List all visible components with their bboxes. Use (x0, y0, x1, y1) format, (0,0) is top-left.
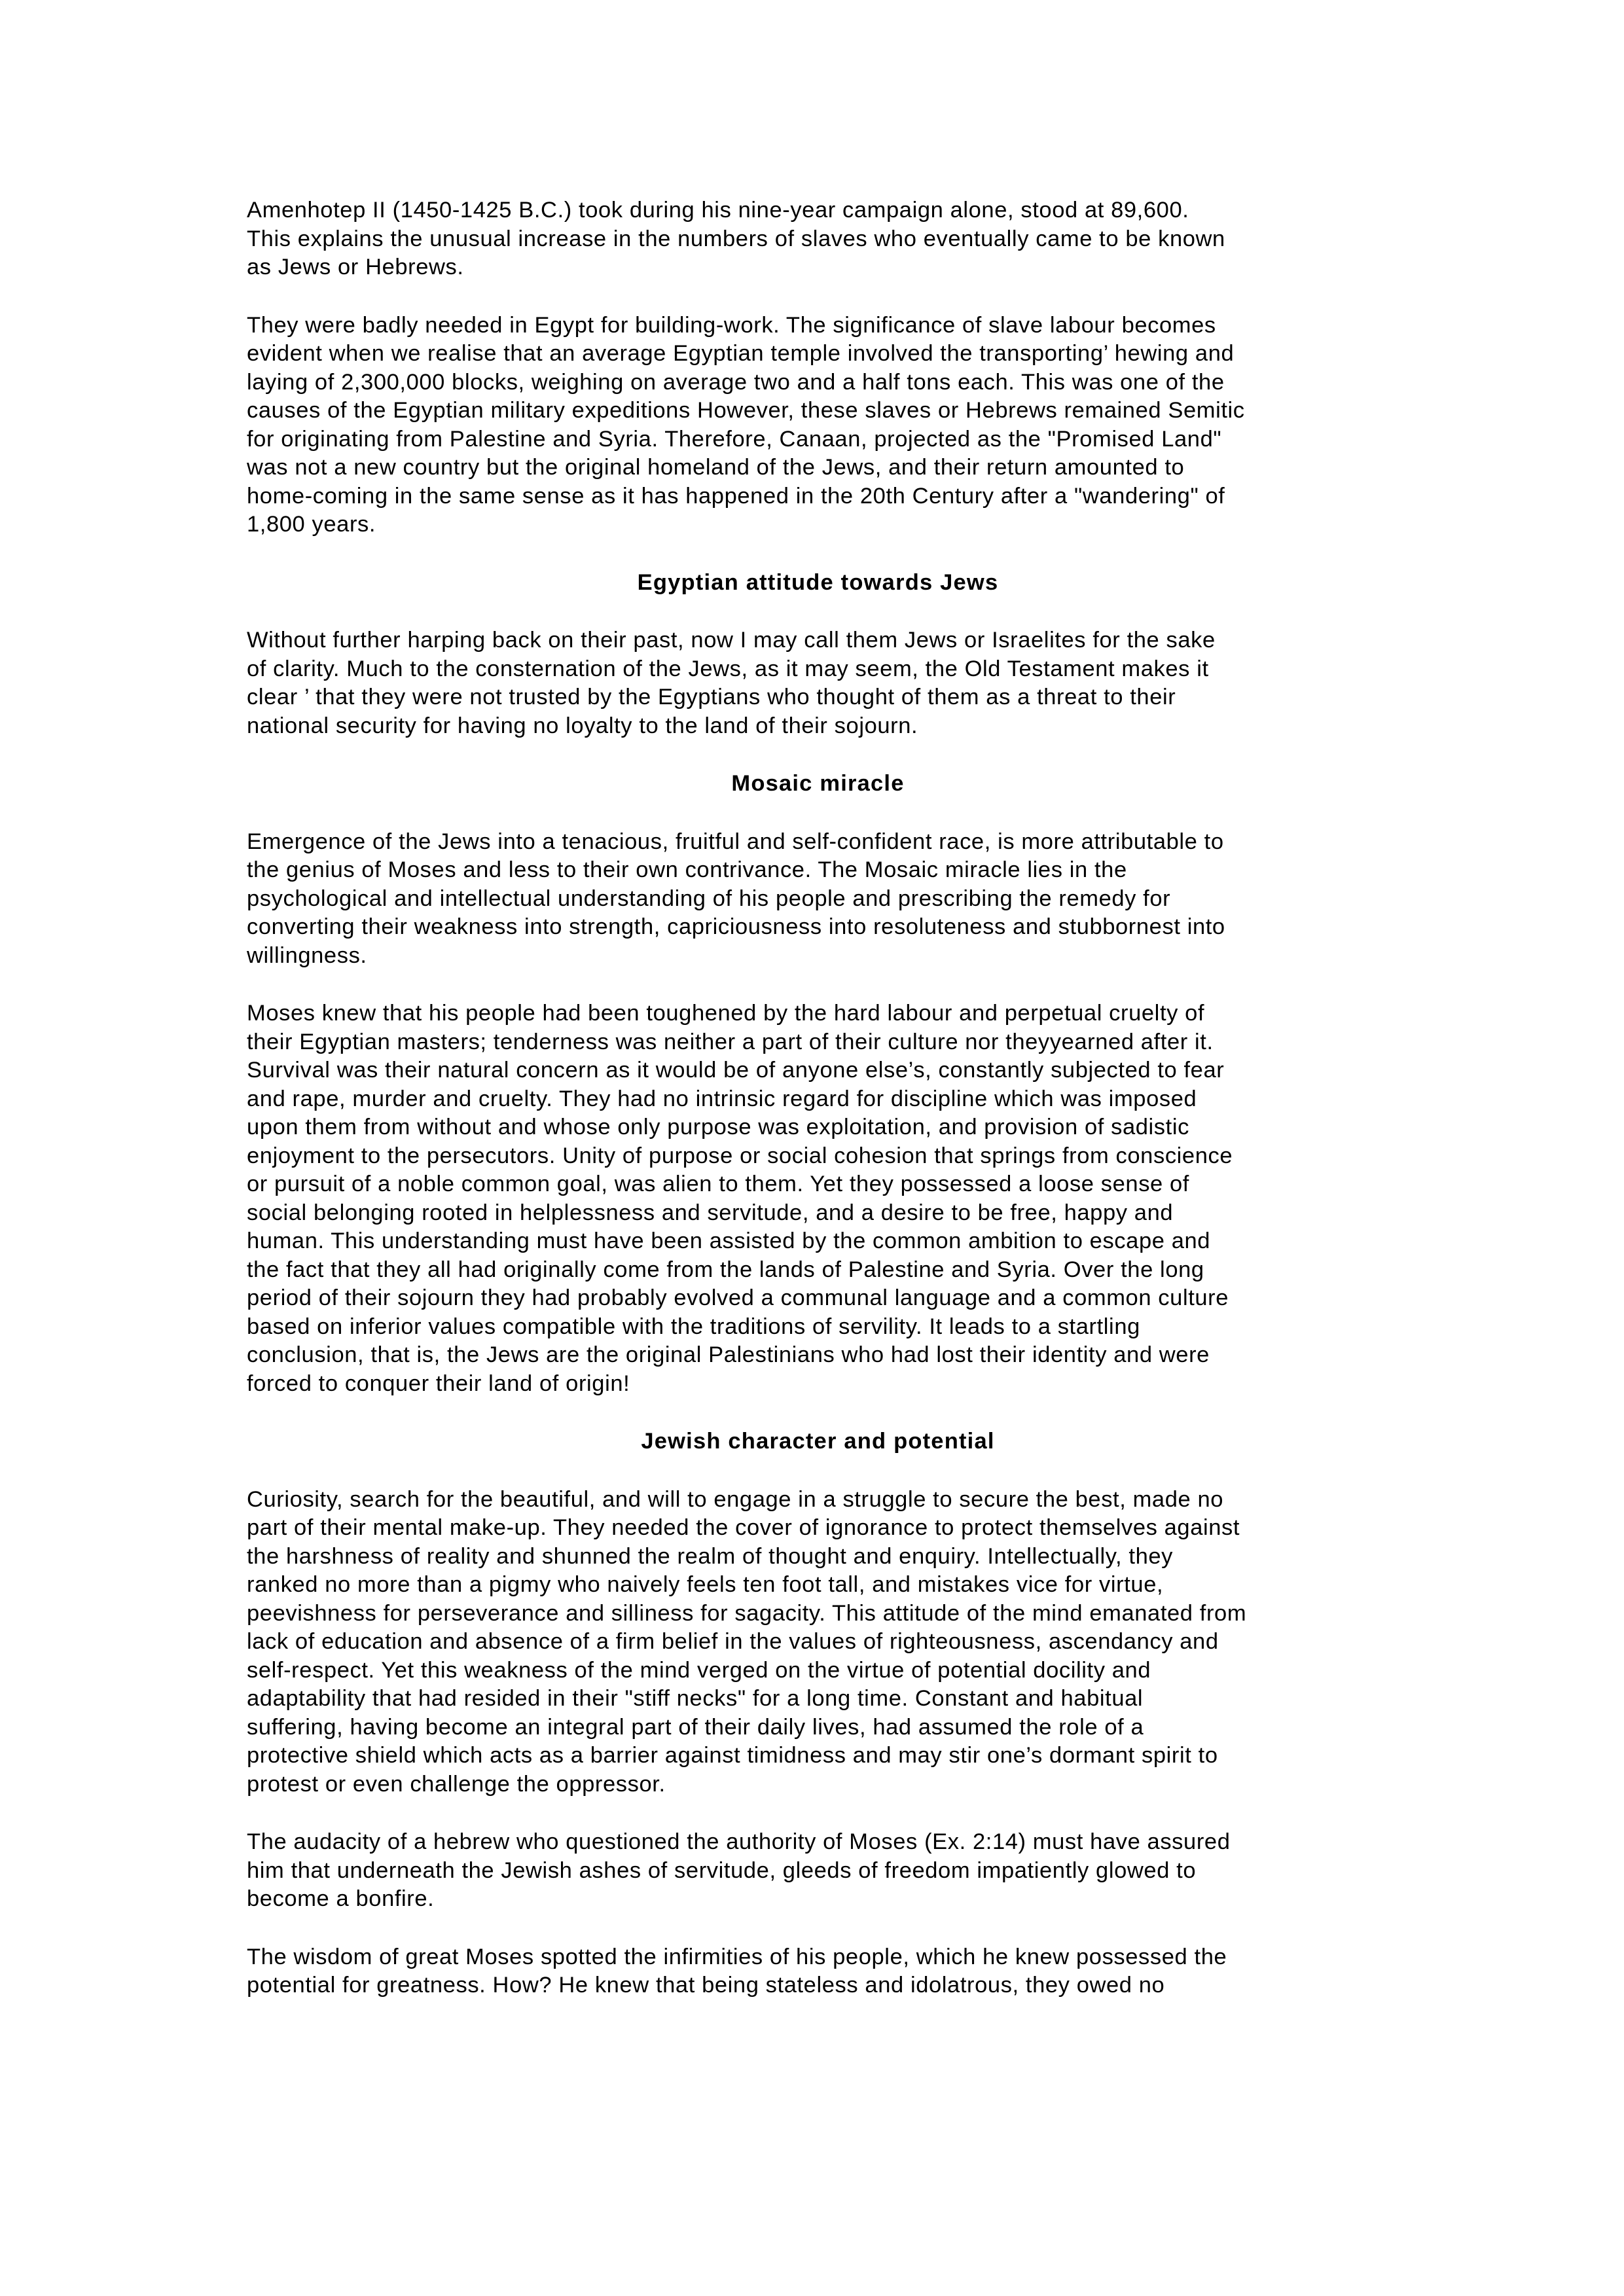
paragraph-wisdom: The wisdom of great Moses spotted the infirmities of his people, which he knew possessed the potential for greatness. How? He knew that being stateless and idolatrous, they owed no (247, 1944, 1227, 1998)
paragraph-curiosity: Curiosity, search for the beautiful, and will to engage in a struggle to secure the best, made no part of their mental make-up. They needed the cover of ignorance to protect themselves against the harshness of reality and shunned the realm of thought and enquiry. Intellectually, they ranked no more than a pigmy who naively feels ten foot tall, and mistakes vice for virtue, peevishness for perseverance and silliness for sagacity. This attitude of the mind emanated from lack of education and absence of a firm belief in the values of righteousness, ascendancy and self-respect. Yet this weakness of the mind verged on the virtue of potential docility and adaptability that had resided in their "stiff necks" for a long time. Constant and habitual suffering, having become an integral part of their daily lives, had assumed the role of a protective shield which acts as a barrier against timidness and may stir one’s dormant spirit to protest or even challenge the oppressor. (247, 1486, 1247, 1797)
heading-jewish-character: Jewish character and potential (641, 1429, 995, 1454)
heading-egyptian-attitude: Egyptian attitude towards Jews (637, 569, 999, 595)
document-page (247, 196, 1389, 2030)
paragraph-emergence: Emergence of the Jews into a tenacious, fruitful and self-confident race, is more attributable to the genius of Moses and less to their own contrivance. The Mosaic miracle lies in the psychological and intellectual understanding of his people and prescribing the remedy for converting their weakness into strength, capriciousness into resoluteness and stubbornest into willingness. (247, 829, 1225, 968)
heading-mosaic-miracle: Mosaic miracle (731, 771, 905, 796)
paragraph-audacity: The audacity of a hebrew who questioned the authority of Moses (Ex. 2:14) must have assured him that underneath the Jewish ashes of servitude, gleeds of freedom impatiently glowed to become a bonfire. (247, 1829, 1231, 1911)
paragraph-egyptian-attitude: Without further harping back on their past, now I may call them Jews or Israelites for the sake of clarity. Much to the consternation of the Jews, as it may seem, the Old Testament makes it clear ’ that they were not trusted by the Egyptians who thought of them as a threat to their national security for having no loyalty to the land of their sojourn. (247, 628, 1216, 738)
paragraph-slave-numbers: Amenhotep II (1450-1425 B.C.) took during his nine-year campaign alone, stood at 89,600. This explains the unusual increase in the numbers of slaves who eventually came to be known as Jews or Hebrews. (247, 198, 1225, 279)
paragraph-building-work: They were badly needed in Egypt for building-work. The significance of slave labour becomes evident when we realise that an average Egyptian temple involved the transporting’ hewing and laying of 2,300,000 blocks, weighing on average two and a half tons each. This was one of the causes of the Egyptian military expeditions However, these slaves or Hebrews remained Semitic for originating from Palestine and Syria. Therefore, Canaan, projected as the "Promised Land" was not a new country but the original homeland of the Jews, and their return amounted to home-coming in the same sense as it has happened in the 20th Century after a "wandering" of 1,800 years. (247, 312, 1245, 537)
paragraph-moses-knew: Moses knew that his people had been toughened by the hard labour and perpetual cruelty of their Egyptian masters; tenderness was neither a part of their culture nor theyyearned after it. Survival was their natural concern as it would be of anyone else’s, constantly subjected to fear and rape, murder and cruelty. They had no intrinsic regard for discipline which was imposed upon them from without and whose only purpose was exploitation, and provision of sadistic enjoyment to the persecutors. Unity of purpose or social cohesion that springs from conscience or pursuit of a noble common goal, was alien to them. Yet they possessed a loose sense of social belonging rooted in helplessness and servitude, and a desire to be free, happy and human. This understanding must have been assisted by the common ambition to escape and the fact that they all had originally come from the lands of Palestine and Syria. Over the long period of their sojourn they had probably evolved a communal language and a common culture based on inferior values compatible with the traditions of servility. It leads to a startling conclusion, that is, the Jews are the original Palestinians who had lost their identity and were forced to conquer their land of origin! (247, 1001, 1233, 1396)
